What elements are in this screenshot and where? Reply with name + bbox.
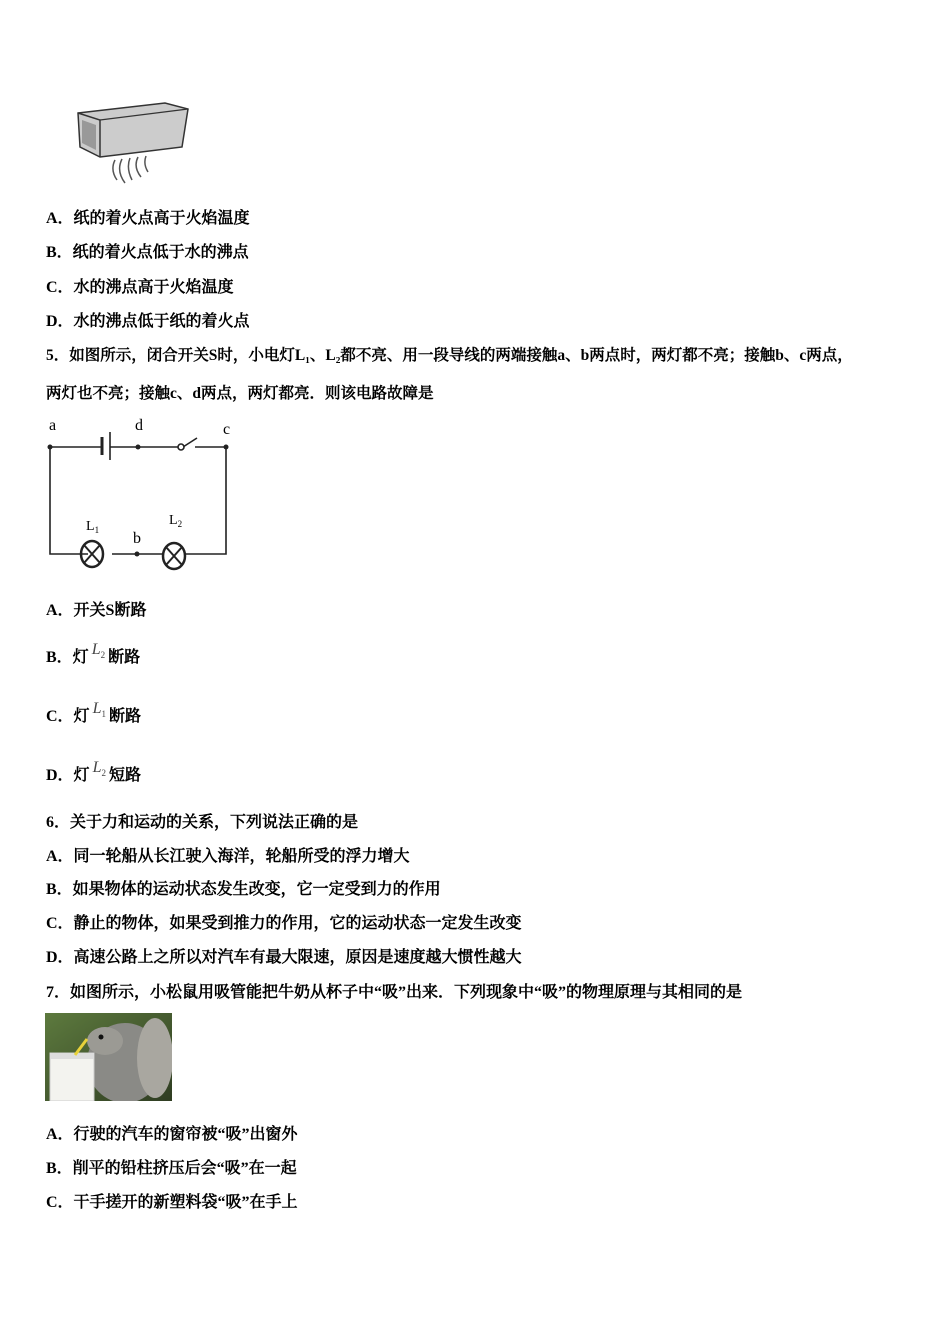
option-prefix: B．灯 — [46, 649, 89, 666]
option-text: A．开关S断路 — [46, 602, 147, 619]
node-a-label: a — [49, 417, 57, 434]
circuit-diagram — [40, 410, 260, 580]
q6-option-d: D．高速公路上之所以对汽车有最大限速，原因是速度越大惯性越大 — [46, 949, 522, 966]
q5-option-d — [46, 759, 141, 791]
option-suffix: 断路 — [108, 649, 141, 666]
lamp-symbol — [91, 641, 106, 661]
lamp-l2-label: $L_2$ — [169, 513, 183, 529]
node-c-label: c — [223, 421, 231, 438]
q6-stem: 6．关于力和运动的关系，下列说法正确的是 — [46, 814, 359, 831]
symbol-subscript: 2 — [100, 650, 106, 661]
q5-option-c — [46, 700, 141, 732]
lamp-symbol — [92, 700, 106, 720]
symbol-letter: L — [91, 641, 101, 658]
symbol-letter: L — [92, 700, 102, 717]
q4-option-c: C．水的沸点高于火焰温度 — [46, 279, 234, 296]
option-prefix: C．灯 — [46, 708, 90, 725]
q6-option-a: A．同一轮船从长江驶入海洋，轮船所受的浮力增大 — [46, 848, 410, 865]
q7-option-c: C．干手搓开的新塑料袋“吸”在手上 — [46, 1194, 298, 1211]
q5-option-a — [46, 601, 146, 621]
q5-stem-line1: 5．如图所示，闭合开关S时，小电灯L₁、L₂都不亮、用一段导线的两端接触a、b两点时，两灯都不亮；接触b、c两点， — [46, 347, 853, 364]
lamp-symbol — [92, 759, 106, 779]
q7-option-a: A．行驶的汽车的窗帘被“吸”出窗外 — [46, 1126, 298, 1143]
symbol-subscript: 2 — [101, 768, 106, 779]
q6-option-c: C．静止的物体，如果受到推力的作用，它的运动状态一定发生改变 — [46, 915, 522, 932]
lamp-l1-label: $L_1$ — [86, 519, 100, 535]
q7-stem: 7．如图所示，小松鼠用吸管能把牛奶从杯子中“吸”出来．下列现象中“吸”的物理原理与其相同的是 — [46, 984, 743, 1001]
q4-option-b: B．纸的着火点低于水的沸点 — [46, 244, 249, 261]
q5-option-b — [46, 641, 141, 673]
option-prefix: D．灯 — [46, 767, 90, 784]
symbol-subscript: 1 — [101, 709, 106, 720]
squirrel-drinking-milk-photo — [45, 1013, 172, 1101]
node-b-label: b — [133, 530, 141, 547]
q6-option-b: B．如果物体的运动状态发生改变，它一定受到力的作用 — [46, 881, 441, 898]
q4-option-a: A．纸的着火点高于火焰温度 — [46, 210, 250, 227]
symbol-letter: L — [92, 759, 102, 776]
option-suffix: 短路 — [108, 767, 141, 784]
node-d-label: d — [135, 417, 143, 434]
paper-box-over-flame-figure — [70, 95, 195, 190]
q4-option-d: D．水的沸点低于纸的着火点 — [46, 313, 250, 330]
q5-stem-line2: 两灯也不亮；接触c、d两点，两灯都亮．则该电路故障是 — [46, 385, 434, 402]
option-suffix: 断路 — [108, 708, 141, 725]
q7-option-b: B．削平的铅柱挤压后会“吸”在一起 — [46, 1160, 297, 1177]
